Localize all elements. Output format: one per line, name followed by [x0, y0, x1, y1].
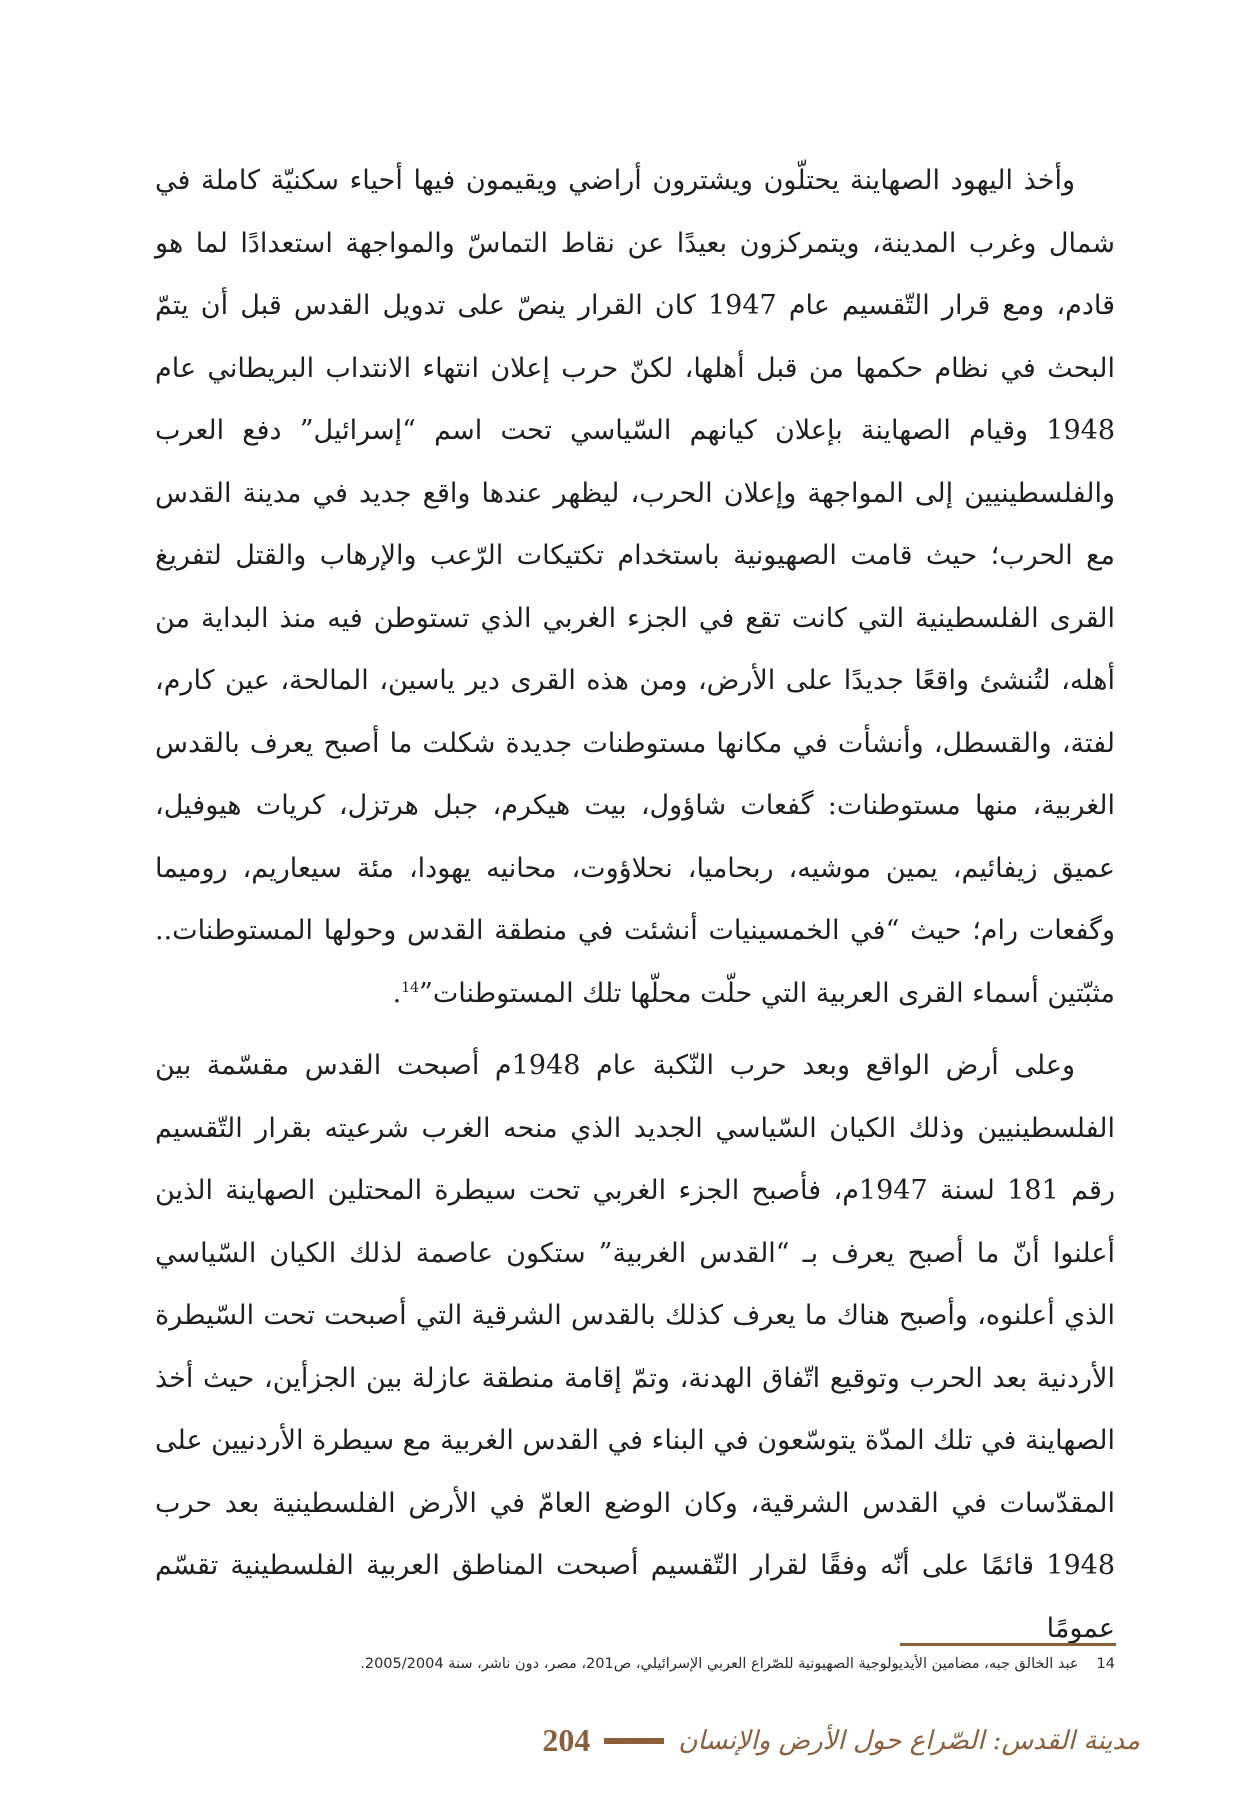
body-text [155, 150, 1115, 1660]
paragraph-2: وعلى أرض الواقع وبعد حرب النّكبة عام 1948م أصبحت القدس مقسّمة بين الفلسطينيين وذلك الكيان السّياسي الجديد الذي منحه الغرب شرعيته بقرار التّقسيم رقم 181 لسنة 1947م، فأصبح الجزء الغربي تحت سيطرة المحتلين الصهاينة الذين أعلنوا أنّ ما أصبح يعرف بـ “القدس الغربية” ستكون عاصمة لذلك الكيان السّياسي الذي أعلنوه، وأصبح هناك ما يعرف كذلك بالقدس الشرقية التي أصبحت تحت السّيطرة الأردنية بعد الحرب وتوقيع اتّفاق الهدنة، وتمّ إقامة منطقة عازلة بين الجزأين، حيث أخذ الصهاينة في تلك المدّة يتوسّعون في البناء في القدس الغربية مع سيطرة الأردنيين على المقدّسات في القدس الشرقية، وكان الوضع العامّ في الأرض الفلسطينية بعد حرب 1948 قائمًا على أنّه وفقًا لقرار التّقسيم أصبحت المناطق العربية الفلسطينية تقسّم عمومًا [155, 1050, 1116, 1644]
footnote-text: عبد الخالق جبه، مضامين الأيديولوجية الصهيونية للصّراع العربي الإسرائيلي، ص201، مصر، دون ناشر، سنة 2005/2004. [360, 1656, 1079, 1672]
paragraph-1-end: . [392, 977, 402, 1009]
footnote-divider [900, 1643, 1116, 1646]
footnote [155, 1656, 1115, 1672]
footnote-number: 14 [1096, 1656, 1115, 1672]
paragraph-1 [155, 150, 1115, 1025]
footer-bar [604, 1738, 664, 1744]
footnote-reference[interactable]: 14 [401, 979, 420, 996]
page-footer [542, 1722, 1140, 1759]
running-title: مدينة القدس: الصّراع حول الأرض والإنسان [678, 1725, 1140, 1756]
paragraph-1-text: وأخذ اليهود الصهاينة يحتلّون ويشترون أراضي ويقيمون فيها أحياء سكنيّة كاملة في شمال وغرب المدينة، ويتمركزون بعيدًا عن نقاط التماسّ والمواجهة استعدادًا لما هو قادم، ومع قرار التّقسيم عام 1947 كان القرار ينصّ على تدويل القدس قبل أن يتمّ البحث في نظام حكمها من قبل أهلها، لكنّ حرب إعلان انتهاء الانتداب البريطاني عام 1948 وقيام الصهاينة بإعلان كيانهم السّياسي تحت اسم “إسرائيل” دفع العرب والفلسطينيين إلى المواجهة وإعلان الحرب، ليظهر عندها واقع جديد في مدينة القدس مع الحرب؛ حيث قامت الصهيونية باستخدام تكتيكات الرّعب والإرهاب والقتل لتفريغ القرى الفلسطينية التي كانت تقع في الجزء الغربي الذي تستوطن فيه منذ البداية من أهله، لتُنشئ واقعًا جديدًا على الأرض، ومن هذه القرى دير ياسين، المالحة، عين كارم، لفتة، والقسطل، وأنشأت في مكانها مستوطنات جديدة شكلت ما أصبح يعرف بالقدس الغربية، منها مستوطنات: گفعات شاؤول، بيت هيكرم، جبل هرتزل، كريات هيوفيل، عميق زيفائيم، يمين موشيه، ربحاميا، نحلاؤوت، محانيه يهودا، مئة سيعاريم، روميما وگفعات رام؛ حيث “في الخمسينيات أنشئت في منطقة القدس وحولها المستوطنات.. مثبّتين أسماء القرى العربية التي حلّت محلّها تلك المستوطنات” [155, 165, 1116, 1009]
page-number: 204 [542, 1722, 591, 1758]
